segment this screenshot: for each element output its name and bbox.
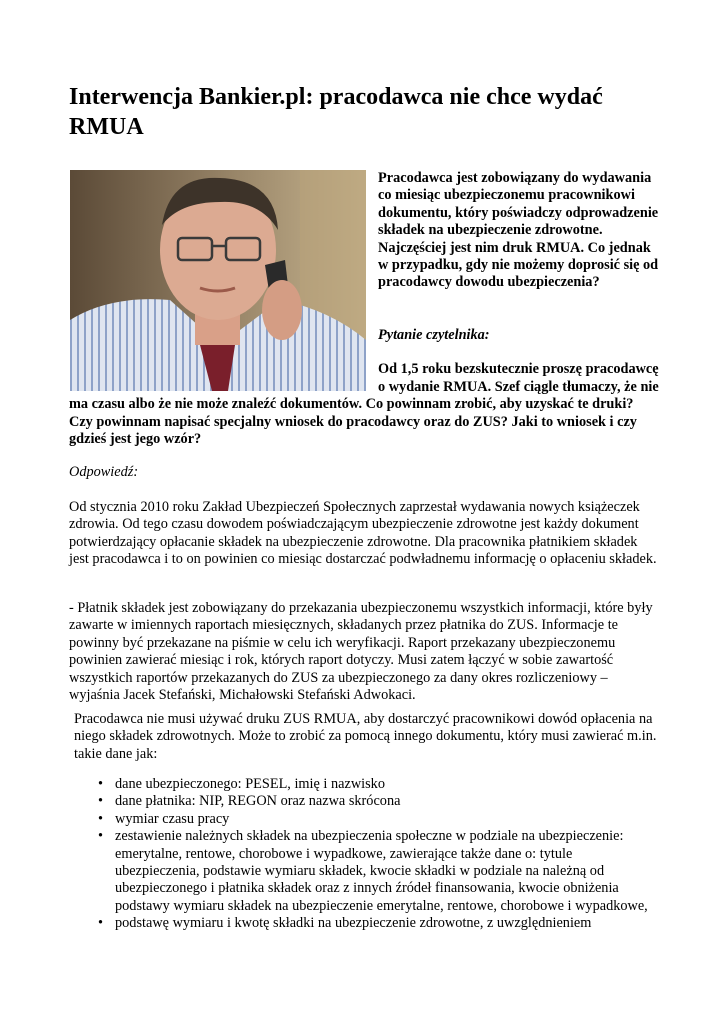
paragraph-1: Od stycznia 2010 roku Zakład Ubezpieczeń Społecznych zaprzestał wydawania nowych książeczek zdrowia. Od tego czasu dowodem poświadczającym ubezpieczenie zdrowotne jest każdy dokument potwierdzający opłacanie składek na ubezpieczenie zdrowotne. Dla pracownika płatnikiem składek jest pracodawca i to on powinien co miesiąc dostarczać podwładnemu informację o opłaceniu składek. [69, 499, 657, 568]
paragraph-2: - Płatnik składek jest zobowiązany do przekazania ubezpieczonemu wszystkich informacji, które były zawarte w imiennych raportach miesięcznych, składanych przez płatnika do ZUS. Informacje te powinny być przekazane na piśmie w celu ich weryfikacji. Raport przekazany ubezpieczonemu powinien zawierać miesiąc i rok, których raport dotyczy. Musi zatem łączyć w sobie zawartość wszystkich raportów przekazanych do ZUS za ubezpieczonego za dany okres rozliczeniowy – wyjaśnia Jacek Stefański, Michałowski Stefański Adwokaci. [69, 600, 653, 704]
paragraph-3: Pracodawca nie musi używać druku ZUS RMUA, aby dostarczyć pracownikowi dowód opłacenia na niego składek zdrowotnych. Może to zrobić za pomocą innego dokumentu, który musi zawierać m.in. takie dane jak: [74, 711, 657, 762]
question-text: Od 1,5 roku bezskutecznie proszę pracodawcę o wydanie RMUA. Szef ciągle tłumaczy, że nie ma czasu albo że nie może znaleźć dokumentów. Co powinnam zrobić, aby uzyskać te druki? Czy powinnam napisać specjalny wniosek do pracodawcy oraz do ZUS? Jaki to wniosek i czy gdzieś jest jego wzór? [69, 361, 659, 448]
list-item: • dane płatnika: NIP, REGON oraz nazwa skrócona [98, 793, 653, 810]
list-item: • wymiar czasu pracy [98, 811, 653, 828]
list-item: • podstawę wymiaru i kwotę składki na ubezpieczenie zdrowotne, z uwzględnieniem [98, 915, 653, 932]
lead-text: Pracodawca jest zobowiązany do wydawania co miesiąc ubezpieczonemu pracownikowi dokumentu, który poświadczy odprowadzenie składek na ubezpieczenie zdrowotne. Najczęściej jest nim druk RMUA. Co jednak w przypadku, gdy nie możemy doprosić się od pracodawcy dowodu ubezpieczenia? [378, 170, 659, 291]
required-data-list [98, 776, 653, 933]
answer-label: Odpowiedź: [69, 464, 139, 480]
list-item: • dane ubezpieczonego: PESEL, imię i nazwisko [98, 776, 653, 793]
question-label: Pytanie czytelnika: [378, 326, 490, 343]
lead-block [69, 170, 659, 449]
list-item: • zestawienie należnych składek na ubezpieczenia społeczne w podziale na ubezpieczenie: emerytalne, rentowe, chorobowe i wypadkowe, zawierające także dane o: tytule ubezpieczenia, podstawie wymiaru składek, kwocie składki w podziale na należną od ubezpieczonego i płatnika składek oraz z innych źródeł finansowania, kwocie obniżenia podstawy wymiaru składek na ubezpieczenie emerytalne, rentowe, chorobowe i wypadkowe, [98, 828, 653, 915]
article-title: Interwencja Bankier.pl: pracodawca nie chce wydać RMUA [69, 84, 603, 140]
